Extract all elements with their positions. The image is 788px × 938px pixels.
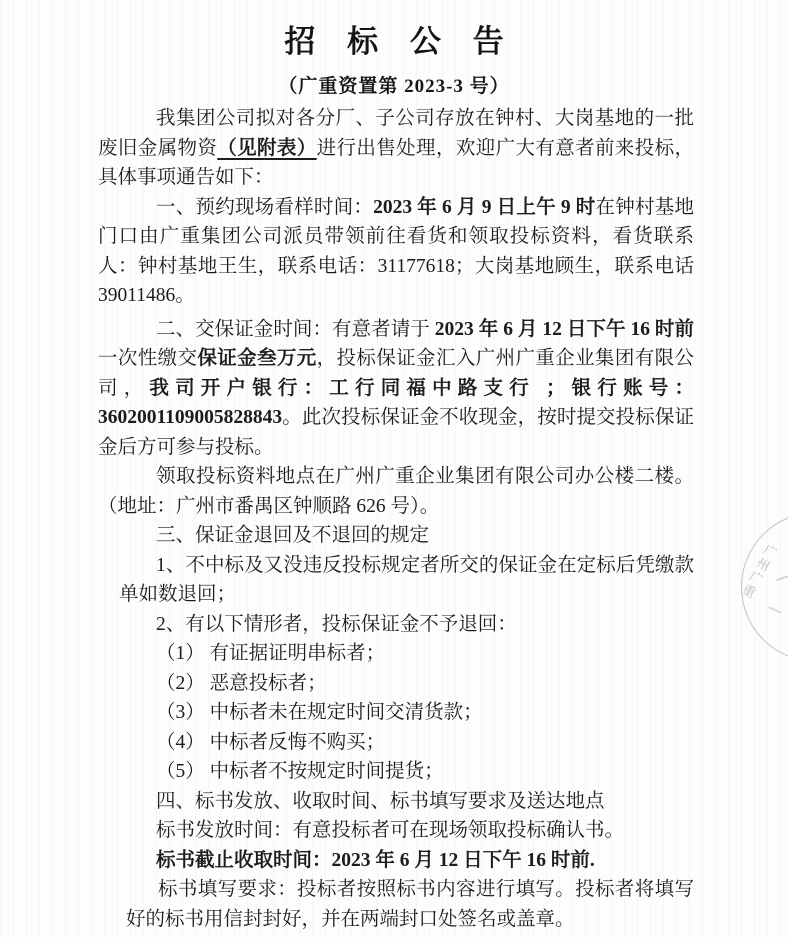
- text-run: 保证金叁万元: [197, 348, 317, 369]
- text-run: 标书截止收取时间：2023 年 6 月 12 日下午 16 时前.: [156, 849, 595, 871]
- paragraph: [98, 193, 694, 311]
- paragraph: [98, 462, 694, 521]
- text-run: 。此次投标保证金不收现金，按时提交投标保证金后方可参与投标。: [98, 407, 694, 458]
- paragraph: [98, 816, 694, 846]
- text-run: （5） 中标者不按规定时间提货；: [156, 761, 444, 782]
- text-run: 标书发放时间：有意投标者可在现场领取投标确认书。: [156, 820, 625, 841]
- official-seal: [737, 512, 788, 662]
- paragraph: [119, 551, 694, 610]
- text-run: 进行出售处理，欢迎广大有意者前来投标，具体事项通告如下：: [98, 137, 694, 188]
- document-reference-number: （广重资置第 2023-3 号）: [278, 76, 510, 97]
- paragraph: [98, 315, 694, 463]
- text-run: 我集团公司拟对各分厂、子公司存放在钟村、大岗基地的一批废旧金属物资: [98, 108, 694, 159]
- text-run: 2023 年 6 月 9 日上午 9 时: [373, 196, 596, 218]
- paragraph: [98, 610, 694, 640]
- text-run: （2） 恶意投标者；: [156, 672, 327, 694]
- text-run: 2、有以下情形者，投标保证金不予退回：: [156, 613, 517, 635]
- text-run: 二、交保证金时间：有意者请于: [156, 318, 435, 340]
- seal-text-fragment: 广州广重: [737, 541, 780, 602]
- paragraph: [126, 875, 694, 934]
- text-run: 2023 年 6 月 12 日下午 16 时前: [434, 318, 694, 340]
- paragraph: [98, 846, 694, 876]
- paragraph: [98, 698, 694, 728]
- paragraph: [98, 728, 694, 758]
- text-run: 四、标书发放、收取时间、标书填写要求及送达地点: [156, 790, 605, 812]
- paragraph: [98, 787, 694, 817]
- paragraph: [98, 669, 694, 699]
- text-run: （3） 中标者未在规定时间交清货款；: [156, 702, 483, 723]
- text-run: 标书填写要求：投标者按照标书内容进行填写。投标者将填写好的标书用信封封好，并在两端封口处签名或盖章。: [126, 879, 694, 930]
- text-run: 领取投标资料地点在广州广重企业集团有限公司办公楼二楼。（地址：广州市番禺区钟顺路 626 号）。: [98, 466, 694, 517]
- text-run: 一、预约现场看样时间：: [156, 196, 374, 218]
- text-run: （4） 中标者反悔不购买；: [156, 731, 386, 753]
- text-run: ，投标保证金汇入广州广重企业集团有限公司，: [98, 348, 694, 399]
- paragraph: [98, 757, 694, 787]
- text-run: 一次性缴交: [98, 348, 198, 369]
- paragraph: [98, 521, 694, 551]
- paragraph: [98, 639, 694, 669]
- text-run: 我司开户银行：工行同福中路支行 ；银行账号：3602001109005828843: [98, 377, 694, 428]
- text-run: 1、不中标及又没违反投标规定者所交的保证金在定标后凭缴款单如数退回；: [119, 554, 694, 605]
- text-run: 在钟村基地门口由广重集团公司派员带领前往看货和领取投标资料，看货联系人：钟村基地王生，联系电话：31177618；大岗基地顾生，联系电话 39011486。: [98, 196, 694, 306]
- text-run: 三、保证金退回及不退回的规定: [156, 525, 430, 546]
- paragraph: [98, 104, 694, 193]
- text-run: （见附表）: [217, 137, 317, 159]
- text-run: （1） 有证据证明串标者；: [156, 643, 386, 664]
- document-body: [98, 104, 694, 934]
- document-title: 招 标 公 告: [284, 24, 516, 59]
